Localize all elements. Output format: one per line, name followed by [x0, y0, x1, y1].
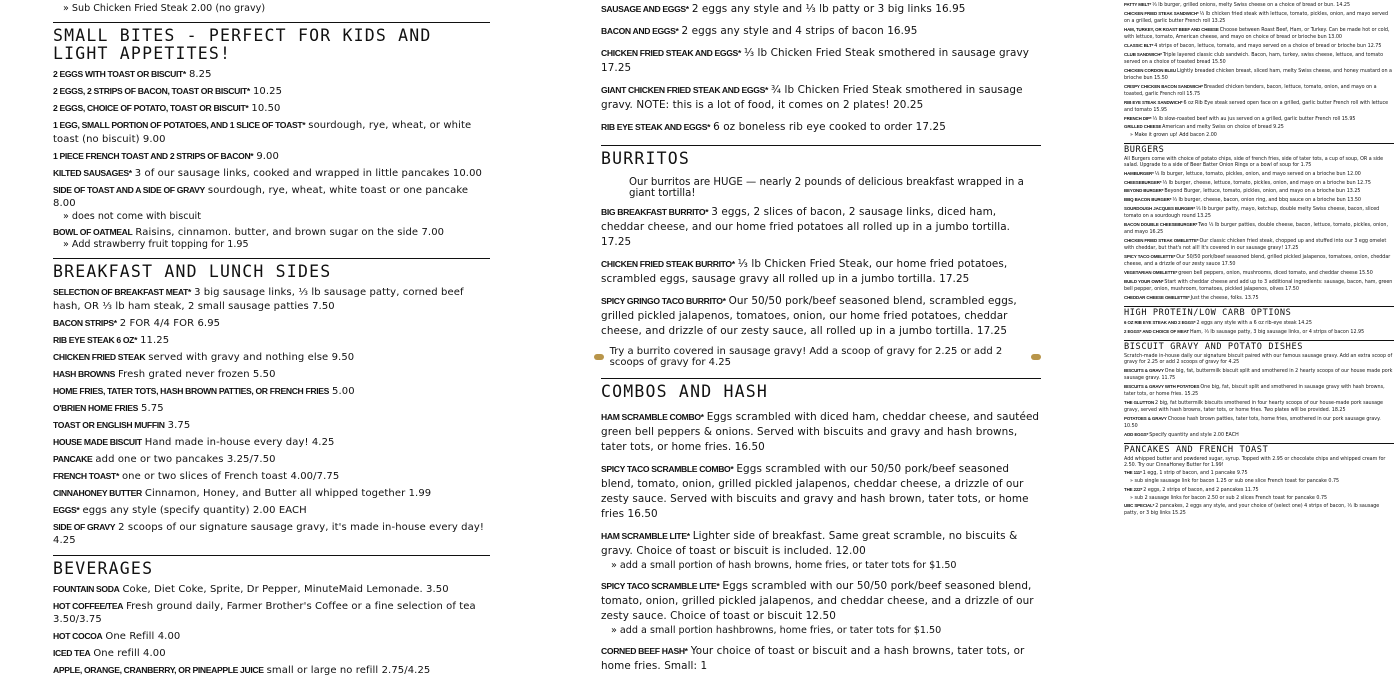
- menu-item: HAMBURGER*⅓ lb burger, lettuce, tomato, pickles, onion, and mayo served on a brioche bun 12.00: [1124, 170, 1361, 177]
- menu-item: GIANT CHICKEN FRIED STEAK AND EGGS* ¾ lb Chicken Fried Steak smothered in sausage gravy. NOTE: this is a lot of food, it comes on 2 plates! 20.25: [601, 84, 1023, 111]
- menu-item: HOME FRIES, TATER TOTS, HASH BROWN PATTIES, OR FRENCH FRIES 5.00: [53, 385, 355, 397]
- menu-item: CLUB SANDWICH*Triple layered classic club sandwich. Bacon, ham, turkey, swiss cheese, lettuce, and tomato served on a choice of toasted bread 15.50: [1124, 51, 1384, 65]
- menu-item: 2 EGGS, CHOICE OF POTATO, TOAST OR BISCUIT* 10.50: [53, 102, 281, 114]
- menu-note: » sub single sausage link for bacon 1.25 or sub one slice French toast for pancake 0.75: [1130, 479, 1340, 485]
- menu-item: O'BRIEN HOME FRIES 5.75: [53, 402, 164, 414]
- menu-item: SIDE OF TOAST AND A SIDE OF GRAVY sourdough, rye, wheat, white toast or one pancake 8.00: [53, 184, 469, 210]
- menu-item: 2 EGGS WITH TOAST OR BISCUIT* 8.25: [53, 69, 212, 80]
- menu-item: BISCUITS & GRAVY WITH POTATOESOne big, fat, biscuit split and smothered in sausage gravy with hash browns, tater tots, or home fries. 15.25: [1124, 383, 1385, 397]
- menu-item: ADD EGGS*Specify quantity and style 2.00 EACH: [1124, 431, 1239, 438]
- menu-item: APPLE, ORANGE, CRANBERRY, OR PINEAPPLE JUICE small or large no refill 2.75/4.25: [53, 665, 431, 677]
- menu-item: PANCAKE add one or two pancakes 3.25/7.50: [53, 453, 276, 465]
- menu-item: GRILLED CHEESEAmerican and melty Swiss on choice of bread 9.25: [1124, 124, 1284, 131]
- gravy-tip: [594, 346, 1041, 368]
- menu-note: » sub 2 sausage links for bacon 2.50 or sub 2 slices French toast for pancake 0.75: [1130, 495, 1328, 501]
- eggs-combos-list: [601, 2, 1041, 135]
- sub-cfs-note: » Sub Chicken Fried Steak 2.00 (no gravy): [63, 3, 266, 14]
- menu-item: BOWL OF OATMEAL Raisins, cinnamon. butter, and brown sugar on the side 7.00: [53, 226, 445, 238]
- menu-item: CHICKEN FRIED STEAK BURRITO* ⅓ lb Chicken Fried Steak, our home fried potatoes, scrambled eggs, sausage gravy all rolled up in a jumbo tortilla. 17.25: [601, 258, 1008, 285]
- menu-item: SPICY TACO SCRAMBLE COMBO* Eggs scrambled with our 50/50 pork/beef seasoned blend, tomato, onion, grilled pickled jalapenos, cheddar cheese, a drizzle of our zesty sauce. Served with biscuits and gravy and hash brown, tater tots, or home fries 16.50: [601, 463, 1029, 520]
- burritos-heading: BURRITOS: [601, 145, 1041, 168]
- breakfast-sides-heading: BREAKFAST AND LUNCH SIDES: [53, 258, 490, 281]
- menu-item: SPICY TACO OMELETTE*Our 50/50 pork/beef seasoned blend, grilled pickled jalapenos, tomatoes, onion, cheddar cheese, and a drizzle of our zesty sauce 17.50: [1124, 253, 1391, 268]
- small-bites-heading: SMALL BITES - PERFECT FOR KIDS AND LIGHT APPETITES!: [53, 22, 490, 63]
- burritos-intro: Our burritos are HUGE — nearly 2 pounds of delicious breakfast wrapped in a giant tortilla!: [629, 177, 1024, 199]
- menu-item: HOUSE MADE BISCUIT Hand made in-house every day! 4.25: [53, 436, 335, 448]
- menu-item: BACON AND EGGS* 2 eggs any style and 4 strips of bacon 16.95: [601, 25, 918, 37]
- menu-item: HAM SCRAMBLE LITE* Lighter side of breakfast. Same great scramble, no biscuits & gravy. Choice of toast or biscuit is included. 12.00: [601, 530, 1018, 557]
- pancakes-heading: PANCAKES AND FRENCH TOAST: [1124, 443, 1394, 455]
- menu-item: 2 EGGS, 2 STRIPS OF BACON, TOAST OR BISCUIT* 10.25: [53, 85, 283, 97]
- biscuit-heading: BISCUIT GRAVY AND POTATO DISHES: [1124, 340, 1394, 352]
- menu-item: CHEDDAR CHEESE OMELETTE*Just the cheese, folks. 13.75: [1124, 294, 1259, 301]
- menu-item: RIB EYE STEAK 6 OZ* 11.25: [53, 334, 170, 346]
- menu-item: PATTY MELT*⅓ lb burger, grilled onions, melty Swiss cheese on a choice of bread or bun. 14.25: [1124, 2, 1351, 8]
- gravy-tip-text: Try a burrito covered in sausage gravy! Add a scoop of gravy for 2.25 or add 2 scoops of gravy for 4.25: [609, 346, 1003, 368]
- menu-item: BBQ BACON BURGER*⅓ lb burger, cheese, bacon, onion ring, and bbq sauce on a brioche bun 13.50: [1124, 197, 1361, 204]
- menu-item: TOAST OR ENGLISH MUFFIN 3.75: [53, 419, 191, 431]
- burgers-intro: All Burgers come with choice of potato chips, side of french fries, side of tater tots, a cup of soup, OR a side salad. Upgrade to a side of Beer Batter Onion Rings or a bowl of soup for 1.75: [1124, 157, 1384, 169]
- menu-item: HOT COCOA One Refill 4.00: [53, 631, 181, 643]
- menu-item: SPICY TACO SCRAMBLE LITE* Eggs scrambled with our 50/50 pork/beef seasoned blend, tomato, onion, grilled pickled jalapenos, and cheddar cheese, and a drizzle of our zesty sauce. Choice of toast or biscuit 12.50: [601, 580, 1034, 622]
- menu-note: » Add strawberry fruit topping for 1.95: [63, 239, 249, 251]
- menu-item: THE 222*2 eggs, 2 strips of bacon, and 2 pancakes 11.75: [1124, 486, 1259, 493]
- menu-column-middle: [601, 0, 1041, 672]
- menu-item: ICED TEA One refill 4.00: [53, 648, 166, 660]
- menu-item: RIB EYE STEAK SANDWICH*6 oz Rib Eye steak served open face on a grilled, garlic butter French roll with lettuce and tomato 15.95: [1124, 99, 1389, 113]
- menu-item: CINNAHONEY BUTTER Cinnamon, Honey, and Butter all whipped together 1.99: [53, 487, 432, 499]
- menu-item: CLASSIC BLT*4 strips of bacon, lettuce, tomato, and mayo served on a choice of bread or brioche bun 12.75: [1124, 42, 1382, 49]
- pancakes-list: [1124, 470, 1394, 517]
- menu-item: CHICKEN FRIED STEAK AND EGGS* ⅓ lb Chicken Fried Steak smothered in sausage gravy 17.25: [601, 47, 1030, 74]
- menu-item: SPICY GRINGO TACO BURRITO* Our 50/50 pork/beef seasoned blend, scrambled eggs, grilled pickled jalapenos, tomatoes, onion, our home fried potatoes, cheddar cheese, and drizzle of our zesty sauce, all rolled up in a jumbo tortilla. 17.25: [601, 295, 1017, 337]
- menu-item: FOUNTAIN SODA Coke, Diet Coke, Sprite, Dr Pepper, MinuteMaid Lemonade. 3.50: [53, 583, 449, 595]
- menu-item: SIDE OF GRAVY 2 scoops of our signature sausage gravy, it's made in-house every day! 4.25: [53, 521, 484, 547]
- burgers-list: [1124, 171, 1394, 302]
- menu-note: » add a small portion hashbrowns, home fries, or tater tots for $1.50: [611, 625, 942, 636]
- menu-item: EGGS* eggs any style (specify quantity) 2.00 EACH: [53, 504, 307, 516]
- menu-column-right: [1124, 0, 1394, 517]
- menu-item: BACON DOUBLE CHEESEBURGER*Two ⅓ lb burger patties, double cheese, bacon, lettuce, tomato, pickles, onion, and mayo 16.25: [1124, 221, 1388, 236]
- menu-item: HOT COFFEE/TEA Fresh ground daily, Farmer Brother's Coffee or a fine selection of tea 3.50/3.75: [53, 600, 476, 626]
- menu-item: HASH BROWNS Fresh grated never frozen 5.50: [53, 368, 276, 380]
- menu-item: KILTED SAUSAGES* 3 of our sausage links, cooked and wrapped in little pancakes 10.00: [53, 167, 482, 179]
- menu-item: BEYOND BURGER*Beyond Burger, lettuce, tomato, pickles, onion, and mayo on a brioche bun 13.25: [1124, 188, 1361, 195]
- menu-item: 1 PIECE FRENCH TOAST AND 2 STRIPS OF BACON* 9.00: [53, 150, 279, 162]
- menu-item: FRENCH DIP*⅓ lb slow-roasted beef with au jus served on a grilled, garlic butter French roll 15.95: [1124, 115, 1356, 122]
- menu-item: UBC SPECIAL*2 pancakes, 2 eggs any style, and your choice of (select one) 4 strips of bacon, ⅓ lb sausage patty, or 3 big links 15.25: [1124, 503, 1380, 517]
- menu-item: RIB EYE STEAK AND EGGS* 6 oz boneless rib eye cooked to order 17.25: [601, 121, 946, 133]
- combos-list: [601, 410, 1041, 674]
- protein-list: [1124, 320, 1394, 336]
- menu-item: VEGETARIAN OMELETTE*green bell peppers, onion, mushrooms, diced tomato, and cheddar cheese 15.50: [1124, 269, 1373, 276]
- arrow-left-icon: [594, 354, 604, 360]
- menu-item: POTATOES & GRAVYChoose hash brown patties, tater tots, home fries, smothered in our pork sausage gravy. 10.50: [1124, 415, 1381, 429]
- menu-item: 2 EGGS* AND CHOICE OF MEATHam, ⅓ lb sausage patty, 3 big sausage links, or 4 strips of bacon 12.95: [1124, 328, 1365, 335]
- menu-item: CRISPY CHICKEN BACON SANDWICH*Breaded chicken tenders, bacon, lettuce, tomato, onion, and mayo on a toasted, garlic French roll 15.75: [1124, 83, 1377, 97]
- menu-item: CHEESEBURGER*⅓ lb burger, cheese, lettuce, tomato, pickles, onion, and mayo on a brioche bun 12.75: [1124, 179, 1371, 186]
- menu-item: HAM SCRAMBLE COMBO* Eggs scrambled with diced ham, cheddar cheese, and sautéed green bell peppers & onions. Served with biscuits and gravy and hash browns, tater tots, or home fries. 16.50: [601, 411, 1040, 453]
- menu-item: CHICKEN FRIED STEAK served with gravy and nothing else 9.50: [53, 351, 355, 363]
- burritos-list: [601, 205, 1041, 339]
- menu-note: » does not come with biscuit: [63, 210, 201, 222]
- beverages-heading: BEVERAGES: [53, 555, 490, 578]
- menu-item: SAUSAGE AND EGGS* 2 eggs any style and ⅓ lb patty or 3 big links 16.95: [601, 3, 966, 15]
- menu-column-left: [53, 0, 490, 677]
- small-bites-list: [53, 68, 490, 251]
- menu-item: THE 111*1 egg, 1 strip of bacon, and 1 pancake 9.75: [1124, 470, 1248, 477]
- menu-item: BIG BREAKFAST BURRITO* 3 eggs, 2 slices of bacon, 2 sausage links, diced ham, cheddar cheese, and our home fried potatoes all rolled up in a jumbo tortilla. 17.25: [601, 206, 1011, 248]
- menu-item: 1 EGG, SMALL PORTION OF POTATOES, AND 1 SLICE OF TOAST* sourdough, rye, wheat, or white toast (no biscuit) 9.00: [53, 119, 472, 145]
- protein-heading: HIGH PROTEIN/LOW CARB OPTIONS: [1124, 306, 1394, 318]
- menu-item: THE GLUTTON2 big, fat buttermilk biscuits smothered in four hearty scoops of our house-made pork sausage gravy, served with hash browns, tater tots, or home fries. Two plates will be provided. 18.25: [1124, 399, 1384, 413]
- pancakes-intro: Add whipped butter and powdered sugar, syrup. Topped with 2.95 or chocolate chips and whipped cream for 2.50. Try our CinnaHoney Butter for 1.99!: [1124, 456, 1386, 468]
- menu-item: CHICKEN FRIED STEAK SANDWICH*⅓ lb chicken fried steak with lettuce, tomato, pickles, onion, and mayo served on a grilled, garlic butter French roll 13.25: [1124, 10, 1389, 24]
- menu-item: SELECTION OF BREAKFAST MEAT* 3 big sausage links, ⅓ lb sausage patty, corned beef hash, OR ⅓ lb ham steak, 2 small sausage patties 7.50: [53, 287, 464, 312]
- menu-item: CHICKEN FRIED STEAK OMELETTE*Our classic chicken fried steak, chopped up and stuffed into our 3 egg omelet with cheddar, but that's not all! It's covered in our sausage gravy! 17.25: [1124, 237, 1387, 252]
- biscuit-list: [1124, 368, 1394, 439]
- menu-note: » add a small portion of hash browns, home fries, or tater tots for $1.50: [611, 560, 957, 571]
- beverages-list: [53, 583, 490, 678]
- menu-item: 6 OZ RIB EYE STEAK AND 2 EGGS*2 eggs any style with a 6 oz rib-eye steak 14.25: [1124, 319, 1312, 326]
- arrow-right-icon: [1031, 354, 1041, 360]
- sandwiches-list: [1124, 2, 1394, 139]
- menu-item: BACON STRIPS* 2 FOR 4/4 FOR 6.95: [53, 317, 221, 329]
- menu-item: FRENCH TOAST* one or two slices of French toast 4.00/7.75: [53, 470, 340, 482]
- breakfast-sides-list: [53, 286, 490, 548]
- menu-item: HAM, TURKEY, OR ROAST BEEF AND CHEESEChoose between Roast Beef, Ham, or Turkey. Can be made hot or cold, with lettuce, tomato, American cheese, and mayo on choice of bread or brioche bun 13.00: [1124, 26, 1390, 40]
- menu-item: CHICKEN CORDON BLEULightly breaded chicken breast, sliced ham, melty Swiss cheese, and honey mustard on a brioche bun 15.50: [1124, 67, 1392, 81]
- burgers-heading: BURGERS: [1124, 143, 1394, 155]
- menu-item: BUILD YOUR OWN*Start with cheddar cheese and add up to 3 additional ingredients: sausage, bacon, ham, green bell pepper, onion, mushroom, tomatoes, pickled jalapenos, olives 17.50: [1124, 278, 1393, 292]
- menu-item: CORNED BEEF HASH* Your choice of toast or biscuit and a hash browns, tater tots, or home fries. Small: 1: [601, 645, 1025, 672]
- menu-note: » Make it grown up! Add bacon 2.00: [1130, 133, 1217, 139]
- menu-item: SOURDOUGH JACQUES BURGER*⅓ lb burger patty, mayo, ketchup, double melty Swiss cheese, bacon, sliced tomato on a sourdough round 13.25: [1124, 205, 1380, 220]
- menu-item: BISCUITS & GRAVYOne big, fat, buttermilk biscuit split and smothered in 2 hearty scoops of our house made pork sausage gravy. 11.75: [1124, 367, 1393, 381]
- biscuit-intro: Scratch-made in-house daily our signature biscuit paired with our famous sausage gravy. Add an extra scoop of gravy for 2.25 or add 2 scoops of gravy for 4.25: [1124, 353, 1393, 365]
- combos-heading: COMBOS AND HASH: [601, 378, 1041, 401]
